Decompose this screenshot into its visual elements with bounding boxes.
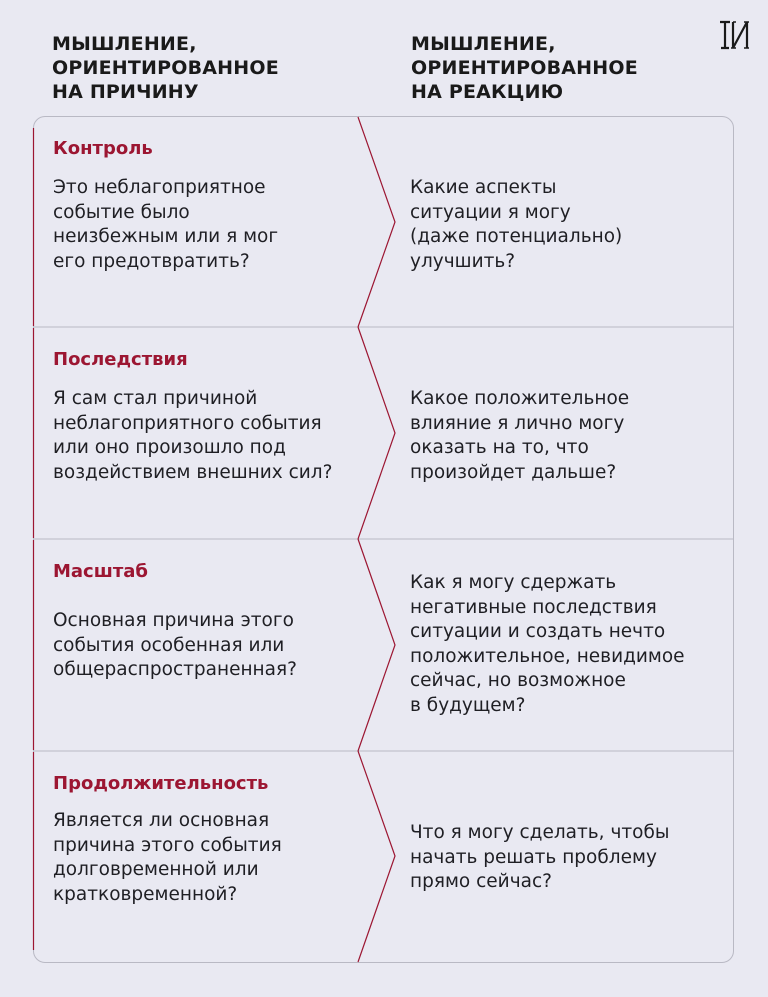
answer-line: положительное, невидимое: [410, 645, 685, 667]
response-question: [410, 821, 730, 895]
category-label: Последствия: [53, 349, 188, 370]
response-question: [410, 176, 730, 274]
question-line: Я сам стал причиной: [53, 388, 258, 409]
question-line: неизбежным или я мог: [53, 226, 279, 248]
cause-question: [53, 609, 373, 683]
question-line: неблагоприятного события: [53, 412, 322, 434]
question-line: события особенная или: [53, 634, 285, 656]
right-header-line: НА РЕАКЦИЮ: [411, 81, 564, 103]
answer-line: ситуации я могу: [410, 201, 571, 223]
answer-line: оказать на то, что: [410, 437, 589, 459]
left-header-line: НА ПРИЧИНУ: [52, 81, 199, 103]
answer-line: Какое положительное: [410, 388, 630, 409]
answer-line: (даже потенциально): [410, 226, 623, 248]
row-consequences: [33, 327, 734, 539]
response-question: [410, 387, 730, 485]
answer-line: сейчас, но возможное: [410, 670, 626, 692]
question-line: Основная причина этого: [53, 610, 294, 631]
answer-line: начать решать проблему: [410, 846, 657, 868]
left-header-line: МЫШЛЕНИЕ,: [52, 33, 197, 55]
answer-line: Что я могу сделать, чтобы: [410, 822, 670, 843]
answer-line: улучшить?: [410, 250, 516, 272]
category-label: Контроль: [53, 138, 153, 159]
right-column-header: [411, 32, 711, 104]
row-duration: [33, 751, 734, 962]
question-line: воздействием внешних сил?: [53, 461, 333, 483]
cause-question: [53, 809, 373, 907]
question-line: кратковременной?: [53, 883, 238, 905]
cause-question: [53, 387, 373, 485]
fi-monogram-logo: [716, 18, 752, 54]
question-line: Это неблагоприятное: [53, 177, 266, 198]
cause-question: [53, 176, 373, 274]
answer-line: произойдет дальше?: [410, 461, 617, 483]
response-question: [410, 571, 730, 719]
answer-line: ситуации и создать нечто: [410, 621, 666, 643]
row-scale: [33, 539, 734, 751]
right-header-line: МЫШЛЕНИЕ,: [411, 33, 556, 55]
question-line: или оно произошло под: [53, 437, 286, 459]
left-column-header: [52, 32, 352, 104]
question-line: Является ли основная: [53, 810, 270, 831]
question-line: причина этого события: [53, 834, 282, 856]
question-line: событие было: [53, 201, 190, 223]
category-label: Масштаб: [53, 561, 148, 582]
category-label: Продолжительность: [53, 773, 269, 794]
answer-line: Как я могу сдержать: [410, 572, 617, 593]
question-line: его предотвратить?: [53, 250, 250, 272]
right-header-line: ОРИЕНТИРОВАННОЕ: [411, 57, 638, 79]
answer-line: влияние я лично могу: [410, 412, 625, 434]
answer-line: в будущем?: [410, 694, 526, 716]
answer-line: Какие аспекты: [410, 177, 557, 198]
answer-line: прямо сейчас?: [410, 871, 552, 893]
answer-line: негативные последствия: [410, 596, 657, 618]
question-line: общераспространенная?: [53, 659, 297, 681]
left-header-line: ОРИЕНТИРОВАННОЕ: [52, 57, 279, 79]
question-line: долговременной или: [53, 859, 259, 881]
row-control: [33, 117, 734, 327]
